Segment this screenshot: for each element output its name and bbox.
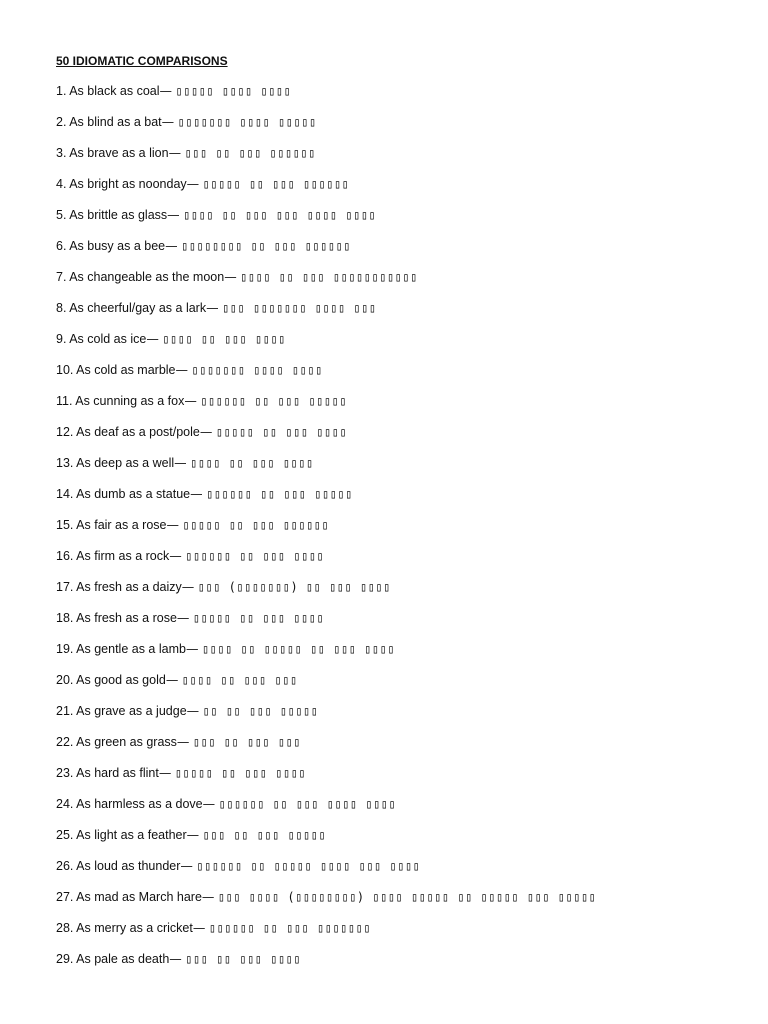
- list-item: [56, 330, 746, 361]
- separator-dash: —: [169, 951, 182, 966]
- translation-text: ▯▯▯ ▯▯ ▯▯▯ ▯▯▯▯▯: [202, 828, 327, 842]
- separator-dash: —: [158, 765, 172, 780]
- english-idiom: 1. As black as coal: [56, 84, 160, 98]
- list-item: [56, 702, 746, 733]
- english-idiom: 28. As merry as a cricket: [56, 921, 193, 935]
- translation-text: ▯▯▯▯ ▯▯ ▯▯▯ ▯▯▯ ▯▯▯▯ ▯▯▯▯: [183, 208, 377, 222]
- separator-dash: —: [224, 269, 237, 284]
- translation-text: ▯▯▯▯▯ ▯▯ ▯▯▯ ▯▯▯▯▯▯: [182, 518, 330, 532]
- list-item: [56, 857, 746, 888]
- translation-text: ▯▯▯▯▯ ▯▯ ▯▯▯ ▯▯▯▯▯▯: [202, 177, 350, 191]
- english-idiom: 4. As bright as noonday: [56, 177, 187, 191]
- document-page: [56, 52, 746, 981]
- translation-text: ▯▯▯▯ ▯▯ ▯▯▯ ▯▯▯: [181, 673, 298, 687]
- list-item: [56, 733, 746, 764]
- separator-dash: —: [161, 114, 175, 129]
- translation-text: ▯▯▯▯▯ ▯▯ ▯▯▯ ▯▯▯▯: [192, 611, 325, 625]
- translation-text: ▯▯▯▯▯ ▯▯▯▯ ▯▯▯▯: [175, 84, 292, 98]
- english-idiom: 7. As changeable as the moon: [56, 270, 225, 284]
- list-item: [56, 516, 746, 547]
- list-item: [56, 423, 746, 454]
- list-item: [56, 950, 746, 981]
- english-idiom: 10. As cold as marble: [56, 363, 176, 377]
- separator-dash: —: [169, 548, 182, 563]
- separator-dash: —: [166, 517, 179, 532]
- translation-text: ▯▯▯ ▯▯▯▯ (▯▯▯▯▯▯▯▯) ▯▯▯▯ ▯▯▯▯▯ ▯▯ ▯▯▯▯▯ ▯▯▯ ▯▯▯▯▯: [217, 890, 597, 904]
- separator-dash: —: [185, 641, 199, 656]
- separator-dash: —: [165, 672, 179, 687]
- list-item: [56, 237, 746, 268]
- separator-dash: —: [167, 207, 180, 222]
- separator-dash: —: [201, 889, 215, 904]
- separator-dash: —: [184, 393, 197, 408]
- list-item: [56, 671, 746, 702]
- translation-text: ▯▯▯ ▯▯▯▯▯▯▯ ▯▯▯▯ ▯▯▯: [222, 301, 377, 315]
- list-item: [56, 609, 746, 640]
- english-idiom: 13. As deep as a well: [56, 456, 175, 470]
- english-idiom: 22. As green as grass: [56, 735, 177, 749]
- translation-text: ▯▯▯▯▯ ▯▯ ▯▯▯ ▯▯▯▯: [215, 425, 348, 439]
- separator-dash: —: [206, 300, 219, 315]
- list-item: [56, 640, 746, 671]
- translation-text: ▯▯▯▯ ▯▯ ▯▯▯▯▯ ▯▯ ▯▯▯ ▯▯▯▯: [201, 642, 396, 656]
- separator-dash: —: [146, 331, 159, 346]
- separator-dash: —: [186, 703, 200, 718]
- list-item: [56, 361, 746, 392]
- list-item: [56, 888, 746, 919]
- list-item: [56, 826, 746, 857]
- list-item: [56, 299, 746, 330]
- separator-dash: —: [176, 734, 190, 749]
- translation-text: ▯▯▯▯ ▯▯ ▯▯▯ ▯▯▯▯: [162, 332, 286, 346]
- list-item: [56, 547, 746, 578]
- translation-text: ▯▯▯▯▯▯ ▯▯ ▯▯▯ ▯▯▯▯▯: [206, 487, 353, 501]
- translation-text: ▯▯▯▯▯▯ ▯▯ ▯▯▯ ▯▯▯▯▯▯▯: [208, 921, 372, 935]
- english-idiom: 18. As fresh as a rose: [56, 611, 177, 625]
- list-item: [56, 175, 746, 206]
- translation-text: ▯▯▯▯ ▯▯ ▯▯▯ ▯▯▯▯▯▯▯▯▯▯▯: [240, 270, 418, 284]
- english-idiom: 29. As pale as death: [56, 952, 170, 966]
- english-idiom: 15. As fair as a rose: [56, 518, 167, 532]
- english-idiom: 11. As cunning as a fox: [56, 394, 185, 408]
- list-item: [56, 919, 746, 950]
- translation-text: ▯▯▯▯▯▯▯▯ ▯▯ ▯▯▯ ▯▯▯▯▯▯: [181, 239, 352, 253]
- english-idiom: 23. As hard as flint: [56, 766, 159, 780]
- translation-text: ▯▯▯▯▯▯ ▯▯ ▯▯▯ ▯▯▯▯▯: [200, 394, 348, 408]
- separator-dash: —: [180, 858, 193, 873]
- english-idiom: 3. As brave as a lion: [56, 146, 169, 160]
- english-idiom: 6. As busy as a bee: [56, 239, 166, 253]
- english-idiom: 24. As harmless as a dove: [56, 797, 203, 811]
- comparison-list: [56, 82, 746, 981]
- english-idiom: 5. As brittle as glass: [56, 208, 168, 222]
- english-idiom: 19. As gentle as a lamb: [56, 642, 186, 656]
- separator-dash: —: [199, 424, 213, 439]
- separator-dash: —: [174, 455, 187, 470]
- list-item: [56, 485, 746, 516]
- english-idiom: 25. As light as a feather: [56, 828, 187, 842]
- translation-text: ▯▯▯ (▯▯▯▯▯▯▯) ▯▯ ▯▯▯ ▯▯▯▯: [197, 580, 391, 594]
- translation-text: ▯▯▯ ▯▯ ▯▯▯ ▯▯▯: [192, 735, 302, 749]
- separator-dash: —: [192, 920, 206, 935]
- english-idiom: 26. As loud as thunder: [56, 859, 181, 873]
- list-item: [56, 795, 746, 826]
- translation-text: ▯▯ ▯▯ ▯▯▯ ▯▯▯▯▯: [202, 704, 319, 718]
- separator-dash: —: [190, 486, 203, 501]
- translation-text: ▯▯▯▯▯▯ ▯▯ ▯▯▯▯▯ ▯▯▯▯ ▯▯▯ ▯▯▯▯: [196, 859, 421, 873]
- english-idiom: 21. As grave as a judge: [56, 704, 187, 718]
- english-idiom: 2. As blind as a bat: [56, 115, 162, 129]
- list-item: [56, 113, 746, 144]
- separator-dash: —: [186, 827, 200, 842]
- translation-text: ▯▯▯▯▯▯ ▯▯ ▯▯▯ ▯▯▯▯ ▯▯▯▯: [218, 797, 397, 811]
- english-idiom: 17. As fresh as a daizy: [56, 580, 182, 594]
- list-item: [56, 454, 746, 485]
- english-idiom: 14. As dumb as a statue: [56, 487, 191, 501]
- translation-text: ▯▯▯▯ ▯▯ ▯▯▯ ▯▯▯▯: [190, 456, 314, 470]
- separator-dash: —: [175, 362, 189, 377]
- separator-dash: —: [176, 610, 190, 625]
- english-idiom: 12. As deaf as a post/pole: [56, 425, 200, 439]
- separator-dash: —: [186, 176, 200, 191]
- separator-dash: —: [202, 796, 216, 811]
- separator-dash: —: [159, 83, 173, 98]
- english-idiom: 9. As cold as ice: [56, 332, 147, 346]
- list-item: [56, 764, 746, 795]
- english-idiom: 16. As firm as a rock: [56, 549, 170, 563]
- english-idiom: 27. As mad as March hare: [56, 890, 202, 904]
- translation-text: ▯▯▯ ▯▯ ▯▯▯ ▯▯▯▯: [185, 952, 302, 966]
- list-item: [56, 82, 746, 113]
- translation-text: ▯▯▯▯▯▯ ▯▯ ▯▯▯ ▯▯▯▯: [185, 549, 325, 563]
- translation-text: ▯▯▯ ▯▯ ▯▯▯ ▯▯▯▯▯▯: [184, 146, 316, 160]
- separator-dash: —: [181, 579, 195, 594]
- separator-dash: —: [168, 145, 182, 160]
- translation-text: ▯▯▯▯▯▯▯ ▯▯▯▯ ▯▯▯▯▯: [177, 115, 317, 129]
- document-title: 50 IDIOMATIC COMPARISONS: [56, 54, 228, 68]
- list-item: [56, 578, 746, 609]
- separator-dash: —: [165, 238, 178, 253]
- english-idiom: 20. As good as gold: [56, 673, 166, 687]
- list-item: [56, 144, 746, 175]
- translation-text: ▯▯▯▯▯ ▯▯ ▯▯▯ ▯▯▯▯: [174, 766, 307, 780]
- translation-text: ▯▯▯▯▯▯▯ ▯▯▯▯ ▯▯▯▯: [191, 363, 323, 377]
- english-idiom: 8. As cheerful/gay as a lark: [56, 301, 207, 315]
- list-item: [56, 268, 746, 299]
- list-item: [56, 206, 746, 237]
- list-item: [56, 392, 746, 423]
